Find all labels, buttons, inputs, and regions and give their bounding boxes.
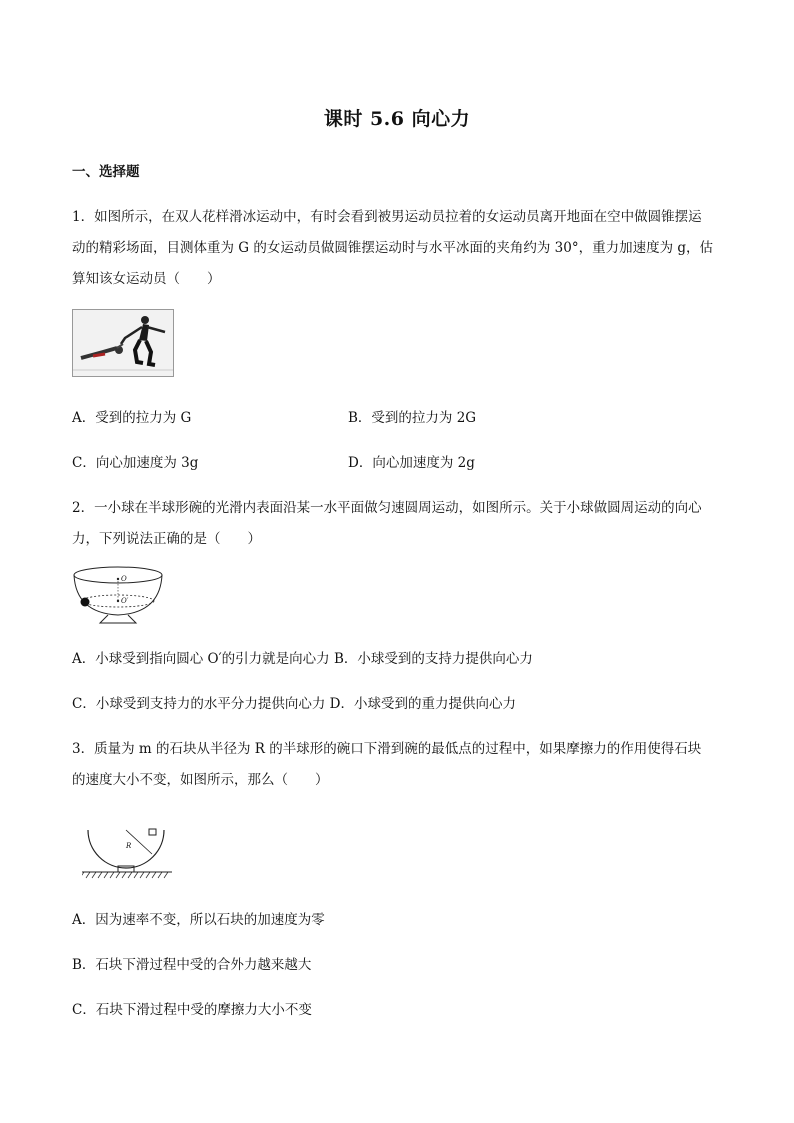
figure-hemispherical-bowl <box>72 565 168 627</box>
q2-options-row-1: A．小球受到指向圆心 O′的引力就是向心力 B．小球受到的支持力提供向心力 <box>72 651 533 667</box>
figure-pair-skating <box>72 309 174 377</box>
q1-text-line-1: 1．如图所示，在双人花样滑冰运动中，有时会看到被男运动员拉着的女运动员离开地面在空中做圆锥摆运 <box>72 209 702 225</box>
q1-option-b: B．受到的拉力为 2G <box>348 410 477 426</box>
label-r: R <box>126 842 132 850</box>
q2-options-row-2: C．小球受到支持力的水平分力提供向心力 D．小球受到的重力提供向心力 <box>72 696 516 712</box>
q2-text-line-1: 2．一小球在半球形碗的光滑内表面沿某一水平面做匀速圆周运动，如图所示。关于小球做圆周运动的向心 <box>72 500 702 516</box>
pair-skating-illustration <box>73 310 173 376</box>
q2-text-line-2: 力，下列说法正确的是（ ） <box>72 531 261 547</box>
q1-text-line-3: 算知该女运动员（ ） <box>72 271 221 287</box>
q1-option-c: C．向心加速度为 3g <box>72 455 199 471</box>
q1-option-d: D．向心加速度为 2g <box>348 455 475 471</box>
q3-option-b: B．石块下滑过程中受的合外力越来越大 <box>72 957 312 973</box>
stone-bowl-illustration <box>82 826 172 880</box>
q1-option-a: A．受到的拉力为 G <box>72 410 192 426</box>
q3-text-line-2: 的速度大小不变，如图所示，那么（ ） <box>72 772 329 788</box>
page-title: 课时 5.6 向心力 <box>323 108 471 130</box>
label-o: O <box>121 575 127 583</box>
q3-option-c: C．石块下滑过程中受的摩擦力大小不变 <box>72 1002 312 1018</box>
q1-text-line-2: 动的精彩场面，目测体重为 G 的女运动员做圆锥摆运动时与水平冰面的夹角约为 30°，重力加速度为 g，估 <box>72 240 714 256</box>
label-o-prime: O′ <box>121 597 129 605</box>
figure-stone-in-bowl <box>82 826 172 880</box>
q3-option-a: A．因为速率不变，所以石块的加速度为零 <box>72 912 325 928</box>
section-heading: 一、选择题 <box>72 164 140 180</box>
bowl-illustration <box>72 565 168 627</box>
q3-text-line-1: 3．质量为 m 的石块从半径为 R 的半球形的碗口下滑到碗的最低点的过程中，如果摩擦力的作用使得石块 <box>72 741 702 757</box>
